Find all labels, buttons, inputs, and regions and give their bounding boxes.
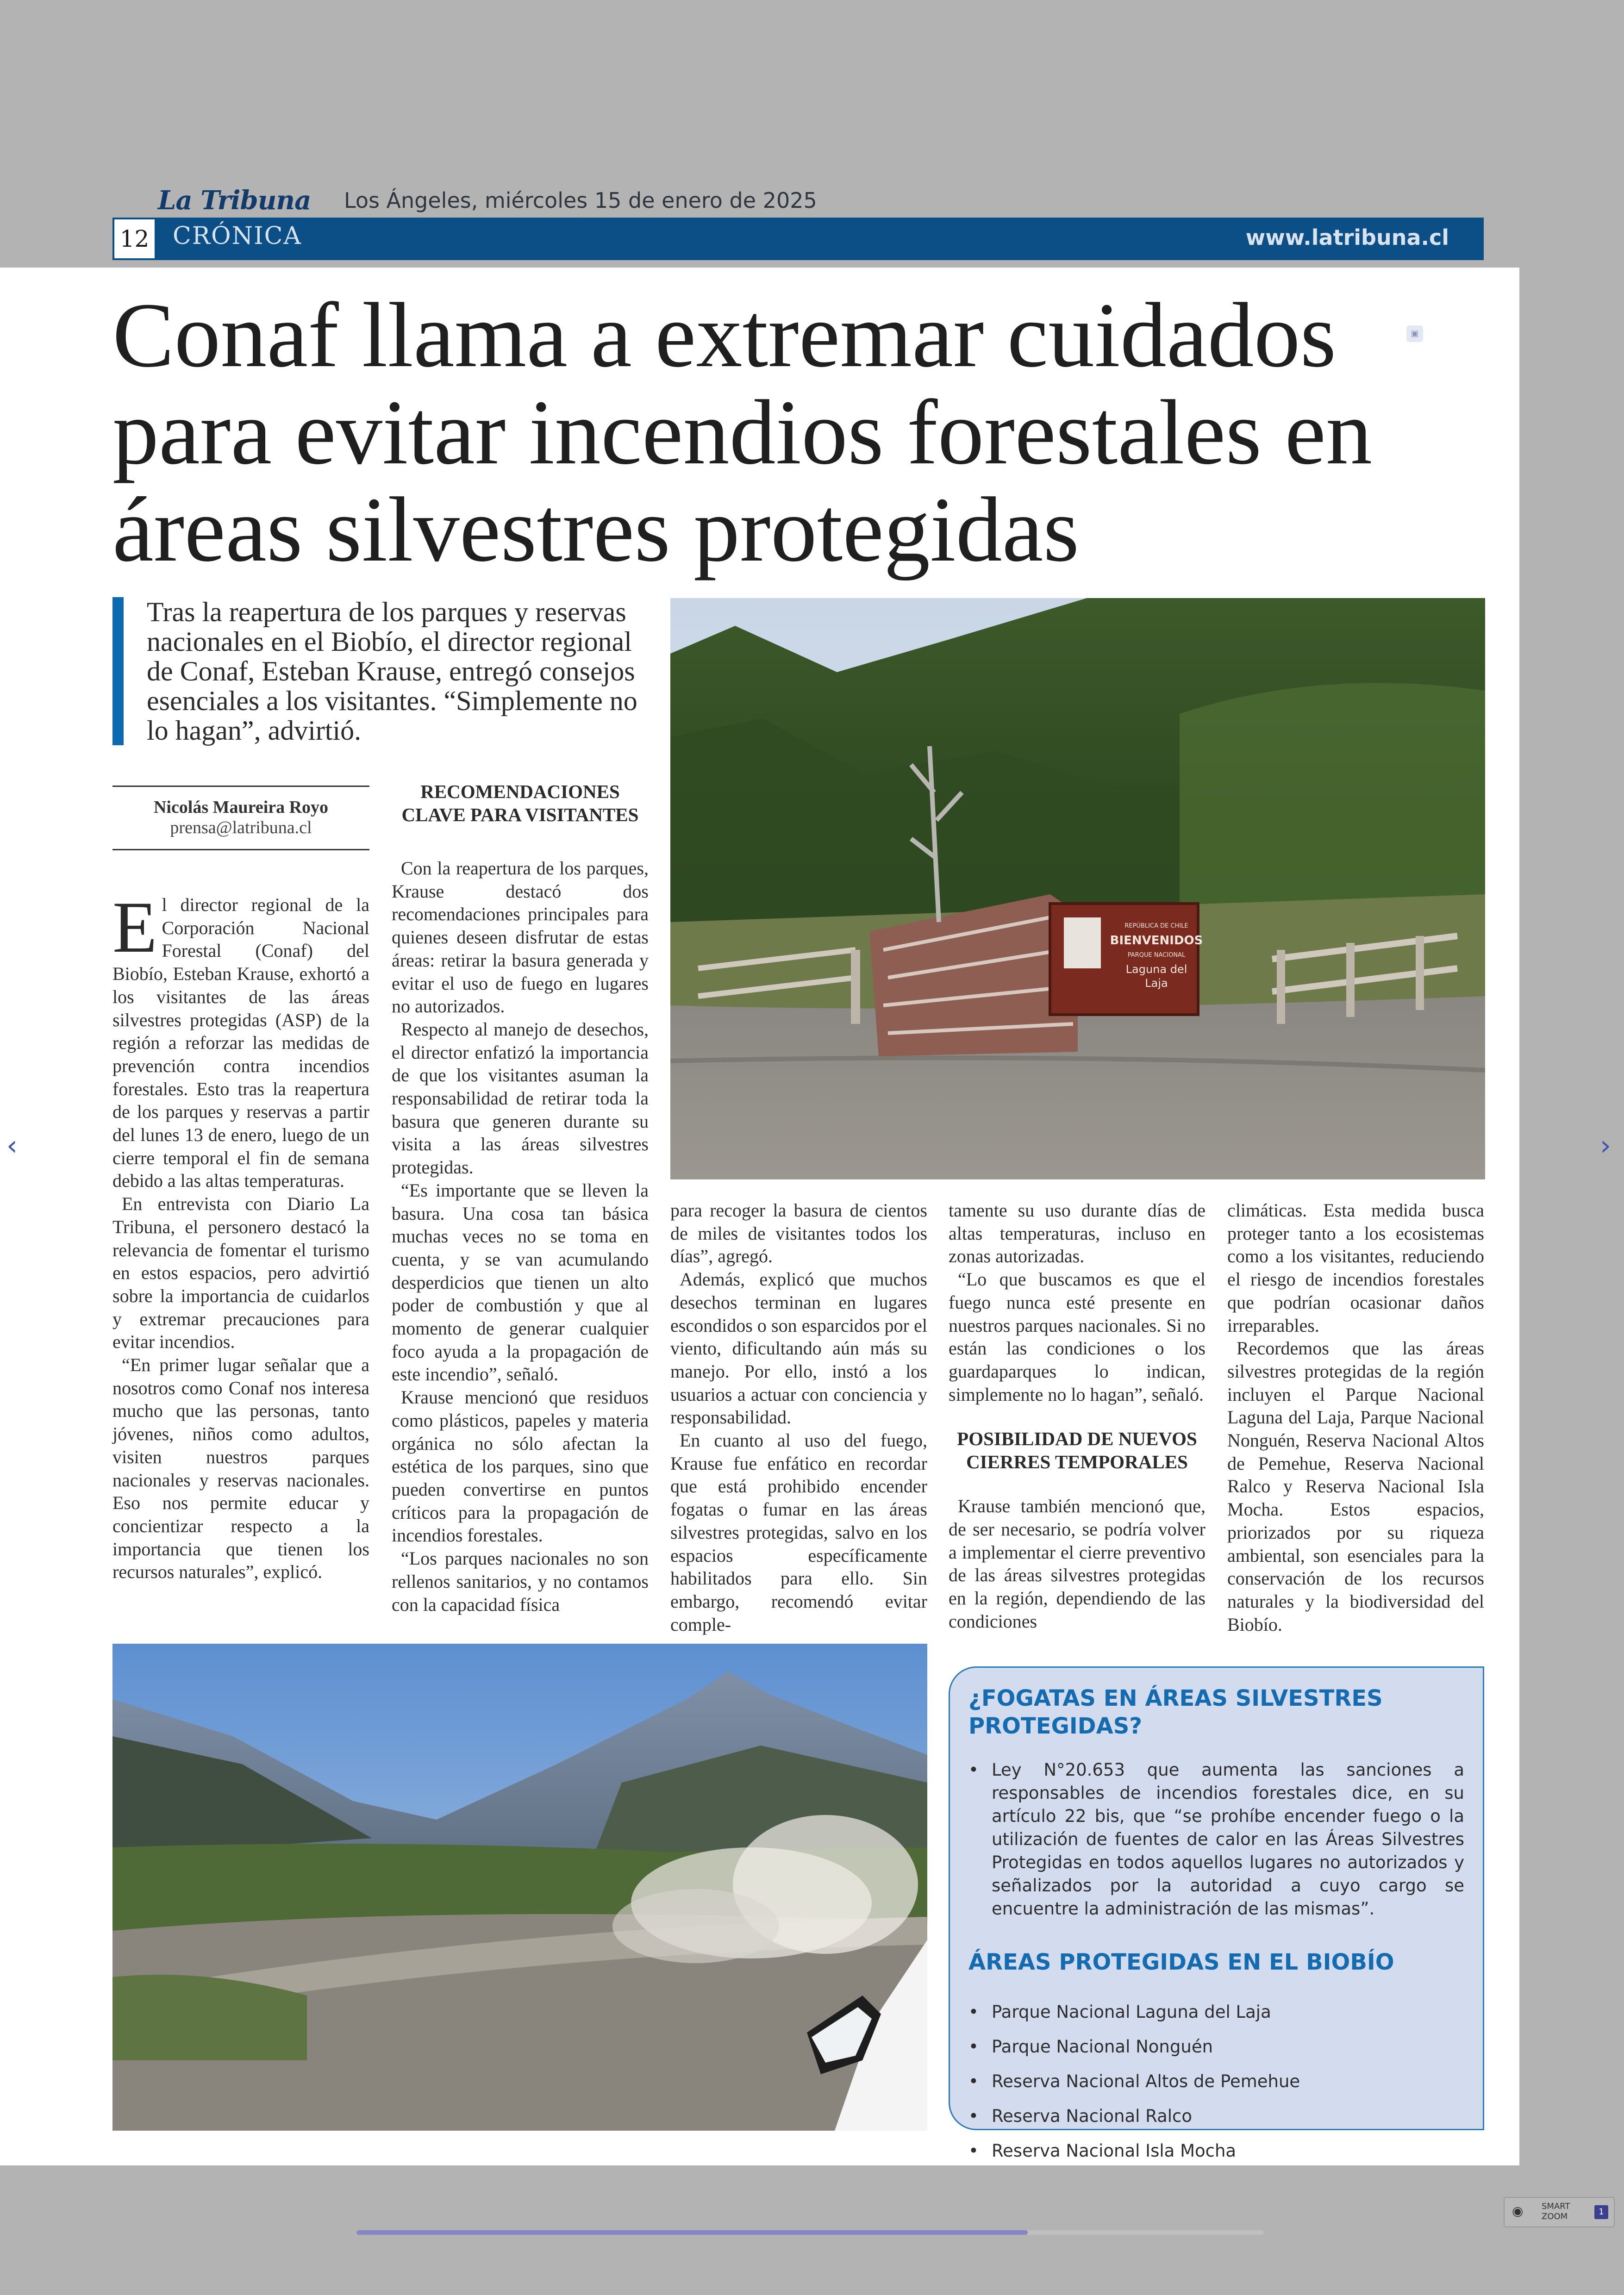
headline: Conaf llama a extremar cuidados para evitar incendios forestales en áreas silvestres protegidas	[112, 284, 1372, 581]
law-list	[968, 1759, 1464, 1921]
paragraph: climáticas. Esta medida busca proteger tanto a los ecosistemas como a los visitantes, reduciendo el riesgo de incendios forestales que podrían ocasionar daños irreparables.	[1227, 1200, 1484, 1336]
sign-line-2: BIENVENIDOS	[1110, 934, 1203, 948]
list-item: • Reserva Nacional Altos de Pemehue	[968, 2064, 1464, 2099]
sign-line-4: Laguna del	[1125, 963, 1187, 976]
page-indicator: 1	[1594, 2205, 1608, 2219]
paragraph: Con la reapertura de los parques, Krause destacó dos recomendaciones principales para quienes deseen disfrutar de estas áreas: retirar la basura generada y evitar el uso de fuego en lugares no autorizados.	[392, 858, 649, 1017]
author-email[interactable]: prensa@latribuna.cl	[170, 818, 312, 837]
article-column-2	[392, 780, 649, 1616]
byline	[112, 786, 369, 850]
photo-valley-road	[112, 1644, 927, 2131]
author-name: Nicolás Maureira Royo	[153, 798, 329, 817]
paragraph: En entrevista con Diario La Tribuna, el personero destacó la relevancia de fomentar el turismo en estos espacios, pero advirtió sobre la importancia de cuidarlos y extremar precauciones para evitar incendios.	[112, 1193, 369, 1353]
info-box-title-fires: ¿FOGATAS EN ÁREAS SILVESTRES PROTEGIDAS?	[968, 1685, 1383, 1739]
paragraph: El director regional de la Corporación Nacional Forestal (Conaf) del Biobío, Esteban Krause, exhortó a los visitantes de las áreas silvestres protegidas (ASP) de la región a reforzar las medidas de prevención contra incendios forestales. Esto tras la reapertura de los parques y reservas a partir del lunes 13 de enero, luego de un cierre temporal el fin de semana debido a las altas temperaturas.	[112, 887, 369, 1191]
paragraph: En cuanto al uso del fuego, Krause fue enfático en recordar que está prohibido encender fogatas o fumar en las áreas silvestres protegidas, salvo en los espacios específicamente habilitados para ello. Sin embargo, recomendó evitar comple-	[670, 1430, 927, 1635]
chevron-left-icon[interactable]: ‹	[6, 1129, 18, 1162]
article-column-4	[949, 1199, 1206, 1633]
chevron-right-icon[interactable]: ›	[1600, 1129, 1611, 1162]
section-bar	[112, 218, 1484, 260]
subheading-recommendations: RECOMENDACIONES CLAVE PARA VISITANTES	[401, 781, 639, 825]
paragraph: para recoger la basura de cientos de miles de visitantes todos los días”, agregó.	[670, 1200, 927, 1267]
scrollbar-thumb[interactable]	[356, 2230, 1028, 2235]
website-link[interactable]: www.latribuna.cl	[1245, 225, 1449, 250]
paragraph: “Los parques nacionales no son rellenos sanitarios, y no contamos con la capacidad física	[392, 1548, 649, 1615]
paragraph: tamente su uso durante días de altas temperaturas, incluso en zonas autorizadas.	[949, 1200, 1206, 1267]
article-column-5	[1227, 1199, 1484, 1636]
sign-line-1: REPÚBLICA DE CHILE	[1124, 923, 1188, 929]
section-name: CRÓNICA	[173, 222, 302, 250]
article-column-1	[112, 887, 369, 1584]
paragraph: Krause también mencionó que, de ser necesario, se podría volver a implementar el cierre preventivo de las áreas silvestres protegidas en la región, dependiendo de las condiciones	[949, 1496, 1206, 1632]
issue-date: Los Ángeles, miércoles 15 de enero de 2025	[344, 188, 817, 213]
article-column-3	[670, 1199, 927, 1636]
info-box	[949, 1666, 1484, 2161]
page-number: 12	[112, 218, 156, 260]
masthead	[112, 185, 1484, 220]
lead-paragraph: Tras la reapertura de los parques y reservas nacionales en el Biobío, el director regional de Conaf, Esteban Krause, entregó consejos esenciales a los visitantes. “Simplemente no lo hagan”, advirtió.	[112, 597, 650, 745]
paragraph: Krause mencionó que residuos como plásticos, papeles y materia orgánica no sólo afectan la estética de los parques, sino que pueden convertirse en puntos críticos para la propagación de incendios forestales.	[392, 1387, 649, 1546]
paragraph: Recordemos que las áreas silvestres protegidas de la región incluyen el Parque Nacional Laguna del Laja, Parque Nacional Nonguén, Reserva Nacional Altos de Pemehue, Reserva Nacional Ralco y Reserva Nacional Isla Mocha. Estos espacios, priorizados por su riqueza ambiental, son esenciales para la conservación de los recursos naturales y la biodiversidad del Biobío.	[1227, 1338, 1484, 1635]
smart-zoom-label: SMART ZOOM	[1542, 2201, 1570, 2221]
list-item: • Ley N°20.653 que aumenta las sanciones a responsables de incendios forestales dice, en su artículo 22 bis, que “se prohíbe encender fuego o la utilización de fuentes de calor en las Áreas Silvestres Protegidas en todos aquellos lugares no autorizados y señalizados por la autoridad a cuyo cargo se encuentre la administración de las mismas”.	[968, 1759, 1464, 1921]
list-item: • Reserva Nacional Isla Mocha	[968, 2133, 1464, 2168]
list-item: • Reserva Nacional Ralco	[968, 2099, 1464, 2133]
paragraph: “Es importante que se lleven la basura. Una cosa tan básica muchas veces no se toma en cuenta, y se van acumulando desperdicios que tienen un alto poder de combustión y que al momento de generar cualquier foco ayuda a la propagación de este incendio”, señaló.	[392, 1179, 649, 1385]
paragraph: “En primer lugar señalar que a nosotros como Conaf nos interesa mucho que las personas, tanto jóvenes, niños como adultos, visiten nuestros parques nacionales y reservas nacionales. Eso nos permite educar y concientizar respecto a la importancia que tienen los recursos naturales”, explicó.	[112, 1354, 369, 1583]
sign-line-5: Laja	[1145, 977, 1168, 990]
info-box-title-areas: ÁREAS PROTEGIDAS EN EL BIOBÍO	[968, 1949, 1394, 1975]
clip-icon[interactable]: ▣	[1406, 325, 1423, 342]
paragraph: “Lo que buscamos es que el fuego nunca esté presente en nuestros parques nacionales. Si no están las condiciones o los guardaparques lo indican, simplemente no lo hagan”, señaló.	[949, 1269, 1206, 1405]
list-item: • Parque Nacional Nonguén	[968, 2029, 1464, 2064]
subheading-closures: POSIBILIDAD DE NUEVOS CIERRES TEMPORALES	[957, 1428, 1197, 1473]
paragraph: Respecto al manejo de desechos, el director enfatizó la importancia de que los visitantes asuman la responsabilidad de retirar toda la basura que generen durante su visita a las áreas silvestres protegidas.	[392, 1018, 649, 1178]
list-item: • Parque Nacional Laguna del Laja	[968, 1995, 1464, 2029]
eye-icon: ◉	[1512, 2203, 1524, 2219]
drop-cap: E	[112, 887, 157, 968]
smart-zoom-button[interactable]	[1504, 2197, 1615, 2227]
newspaper-logo: La Tribuna	[158, 185, 311, 216]
photo-park-entrance	[670, 598, 1485, 1179]
sign-line-3: PARQUE NACIONAL	[1127, 952, 1186, 959]
protected-areas-list	[968, 1995, 1464, 2168]
paragraph: Además, explicó que muchos desechos terminan en lugares escondidos o son esparcidos por el viento, dificultando aún más su manejo. Por ello, instó a los usuarios a actuar con conciencia y responsabilidad.	[670, 1269, 927, 1428]
